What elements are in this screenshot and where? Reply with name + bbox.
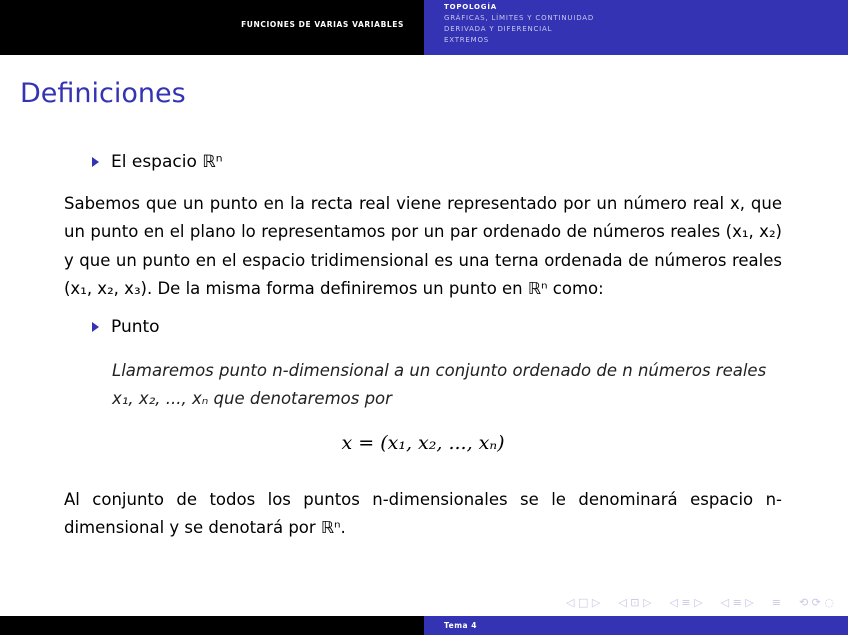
table-of-contents	[424, 0, 848, 55]
nav-search-icon[interactable]: ⟲ ⟳ ◌	[798, 596, 834, 609]
frame-title: Definiciones	[20, 78, 186, 109]
bullet-espacio-label: El espacio ℝⁿ	[111, 152, 223, 172]
closing-paragraph: Al conjunto de todos los puntos n-dimensionales se le denominará espacio n-dimensional y se denotará por ℝⁿ.	[64, 490, 782, 538]
nav-document-icon[interactable]: ≡	[771, 596, 781, 609]
slide-content	[64, 148, 782, 543]
bullet-triangle-icon	[92, 322, 99, 332]
headline-bar	[0, 0, 848, 55]
footline-left	[0, 616, 424, 635]
intro-paragraph: Sabemos que un punto en la recta real viene representado por un número real x, que un punto en el plano lo representamos por un par ordenado de números reales (x₁, x₂) y que un punto en el espacio tridimensional es una terna ordenada de números reales (x₁, x₂, x₃). De la misma forma definiremos un punto en ℝⁿ como:	[64, 194, 782, 298]
definition-text: Llamaremos punto n-dimensional a un conjunto ordenado de n números reales x₁, x₂, ..., xₙ que denotaremos por	[112, 361, 767, 408]
toc-item-graficas[interactable]: GRÁFICAS, LÍMITES Y CONTINUIDAD	[444, 14, 595, 22]
footer-label: Tema 4	[444, 621, 477, 630]
nav-subsection-icon[interactable]: ◁ ≡ ▷	[669, 596, 703, 609]
nav-section-icon[interactable]: ◁ ≡ ▷	[720, 596, 754, 609]
nav-frame-icon[interactable]: ◁ ⊡ ▷	[618, 596, 652, 609]
bullet-espacio	[92, 148, 782, 176]
section-title[interactable]: FUNCIONES DE VARIAS VARIABLES	[241, 20, 404, 29]
footline-right	[424, 616, 848, 635]
footline-bar	[0, 616, 848, 635]
headline-left	[0, 0, 424, 55]
toc-item-extremos[interactable]: EXTREMOS	[444, 36, 490, 44]
bullet-punto-label: Punto	[111, 317, 160, 338]
bullet-triangle-icon	[92, 157, 99, 167]
point-formula: x = (x₁, x₂, ..., xₙ)	[341, 432, 505, 455]
navigation-symbols	[566, 596, 834, 609]
bullet-punto	[92, 313, 782, 341]
nav-slide-icon[interactable]: ◁ □ ▷	[566, 596, 601, 609]
toc-item-topologia[interactable]: TOPOLOGÍA	[444, 3, 497, 11]
toc-item-derivada[interactable]: DERIVADA Y DIFERENCIAL	[444, 25, 553, 33]
